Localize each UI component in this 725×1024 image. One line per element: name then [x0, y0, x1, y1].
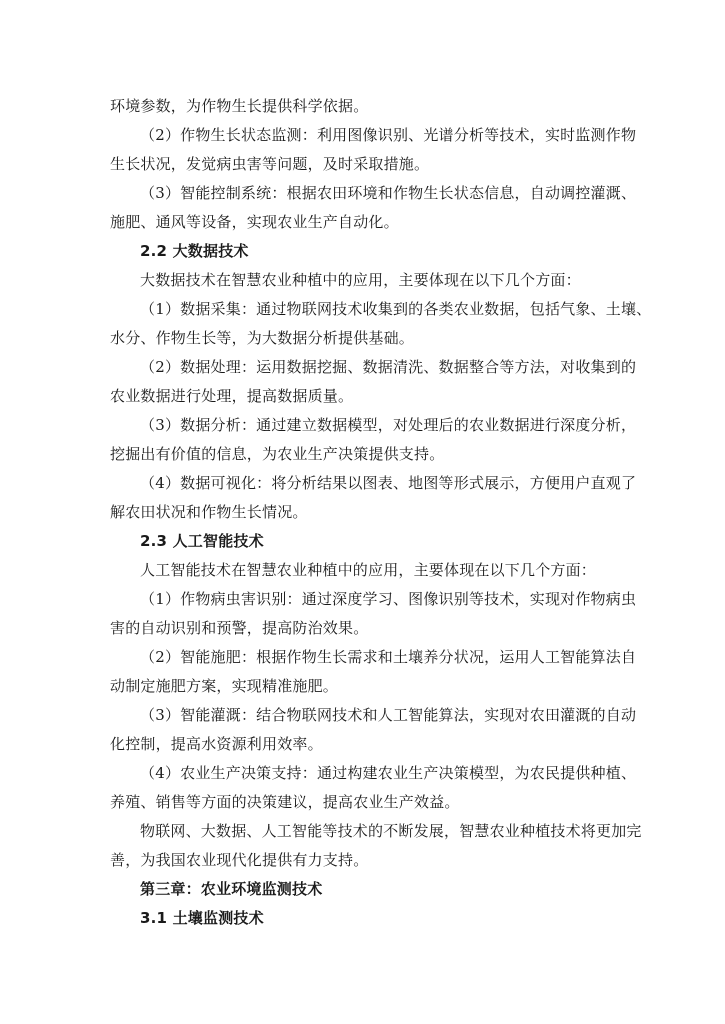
paragraph-line: 环境参数，为作物生长提供科学依据。: [110, 97, 369, 115]
list-item-line: （3）智能控制系统：根据农田环境和作物生长状态信息，自动调控灌溉、: [140, 184, 637, 202]
paragraph-line: 人工智能技术在智慧农业种植中的应用，主要体现在以下几个方面：: [140, 561, 597, 579]
list-item-line: （2）数据处理：运用数据挖掘、数据清洗、数据整合等方法，对收集到的: [140, 358, 637, 376]
list-item-line: （4）数据可视化：将分析结果以图表、地图等形式展示，方便用户直观了: [140, 474, 637, 492]
chapter-heading: 第三章：农业环境监测技术: [140, 880, 323, 898]
paragraph-line: 养殖、销售等方面的决策建议，提高农业生产效益。: [110, 793, 460, 811]
paragraph-line: 水分、作物生长等，为大数据分析提供基础。: [110, 329, 415, 347]
paragraph-line: 动制定施肥方案，实现精准施肥。: [110, 677, 339, 695]
paragraph-line: 害的自动识别和预警，提高防治效果。: [110, 619, 369, 637]
paragraph-line: 生长状况，发觉病虫害等问题，及时采取措施。: [110, 155, 430, 173]
list-item-line: （1）作物病虫害识别：通过深度学习、图像识别等技术，实现对作物病虫: [140, 590, 637, 608]
list-item-line: （3）数据分析：通过建立数据模型，对处理后的农业数据进行深度分析，: [140, 416, 637, 434]
paragraph-line: 挖掘出有价值的信息，为农业生产决策提供支持。: [110, 445, 445, 463]
paragraph-line: 施肥、通风等设备，实现农业生产自动化。: [110, 213, 399, 231]
list-item-line: （2）智能施肥：根据作物生长需求和土壤养分状况，运用人工智能算法自: [140, 648, 637, 666]
paragraph-line: 农业数据进行处理，提高数据质量。: [110, 387, 354, 405]
list-item-line: （2）作物生长状态监测：利用图像识别、光谱分析等技术，实时监测作物: [140, 126, 637, 144]
section-heading: 2.2 大数据技术: [140, 242, 249, 260]
section-heading: 3.1 土壤监测技术: [140, 909, 264, 927]
list-item-line: （3）智能灌溉：结合物联网技术和人工智能算法，实现对农田灌溉的自动: [140, 706, 637, 724]
paragraph-line: 化控制，提高水资源利用效率。: [110, 735, 323, 753]
list-item-line: （4）农业生产决策支持：通过构建农业生产决策模型，为农民提供种植、: [140, 764, 637, 782]
list-item-line: （1）数据采集：通过物联网技术收集到的各类农业数据，包括气象、土壤、: [140, 300, 652, 318]
paragraph-line: 大数据技术在智慧农业种植中的应用，主要体现在以下几个方面：: [140, 271, 581, 289]
paragraph-line: 善，为我国农业现代化提供有力支持。: [110, 851, 369, 869]
paragraph-line: 物联网、大数据、人工智能等技术的不断发展，智慧农业种植技术将更加完: [140, 822, 642, 840]
section-heading: 2.3 人工智能技术: [140, 532, 264, 550]
paragraph-line: 解农田状况和作物生长情况。: [110, 503, 308, 521]
